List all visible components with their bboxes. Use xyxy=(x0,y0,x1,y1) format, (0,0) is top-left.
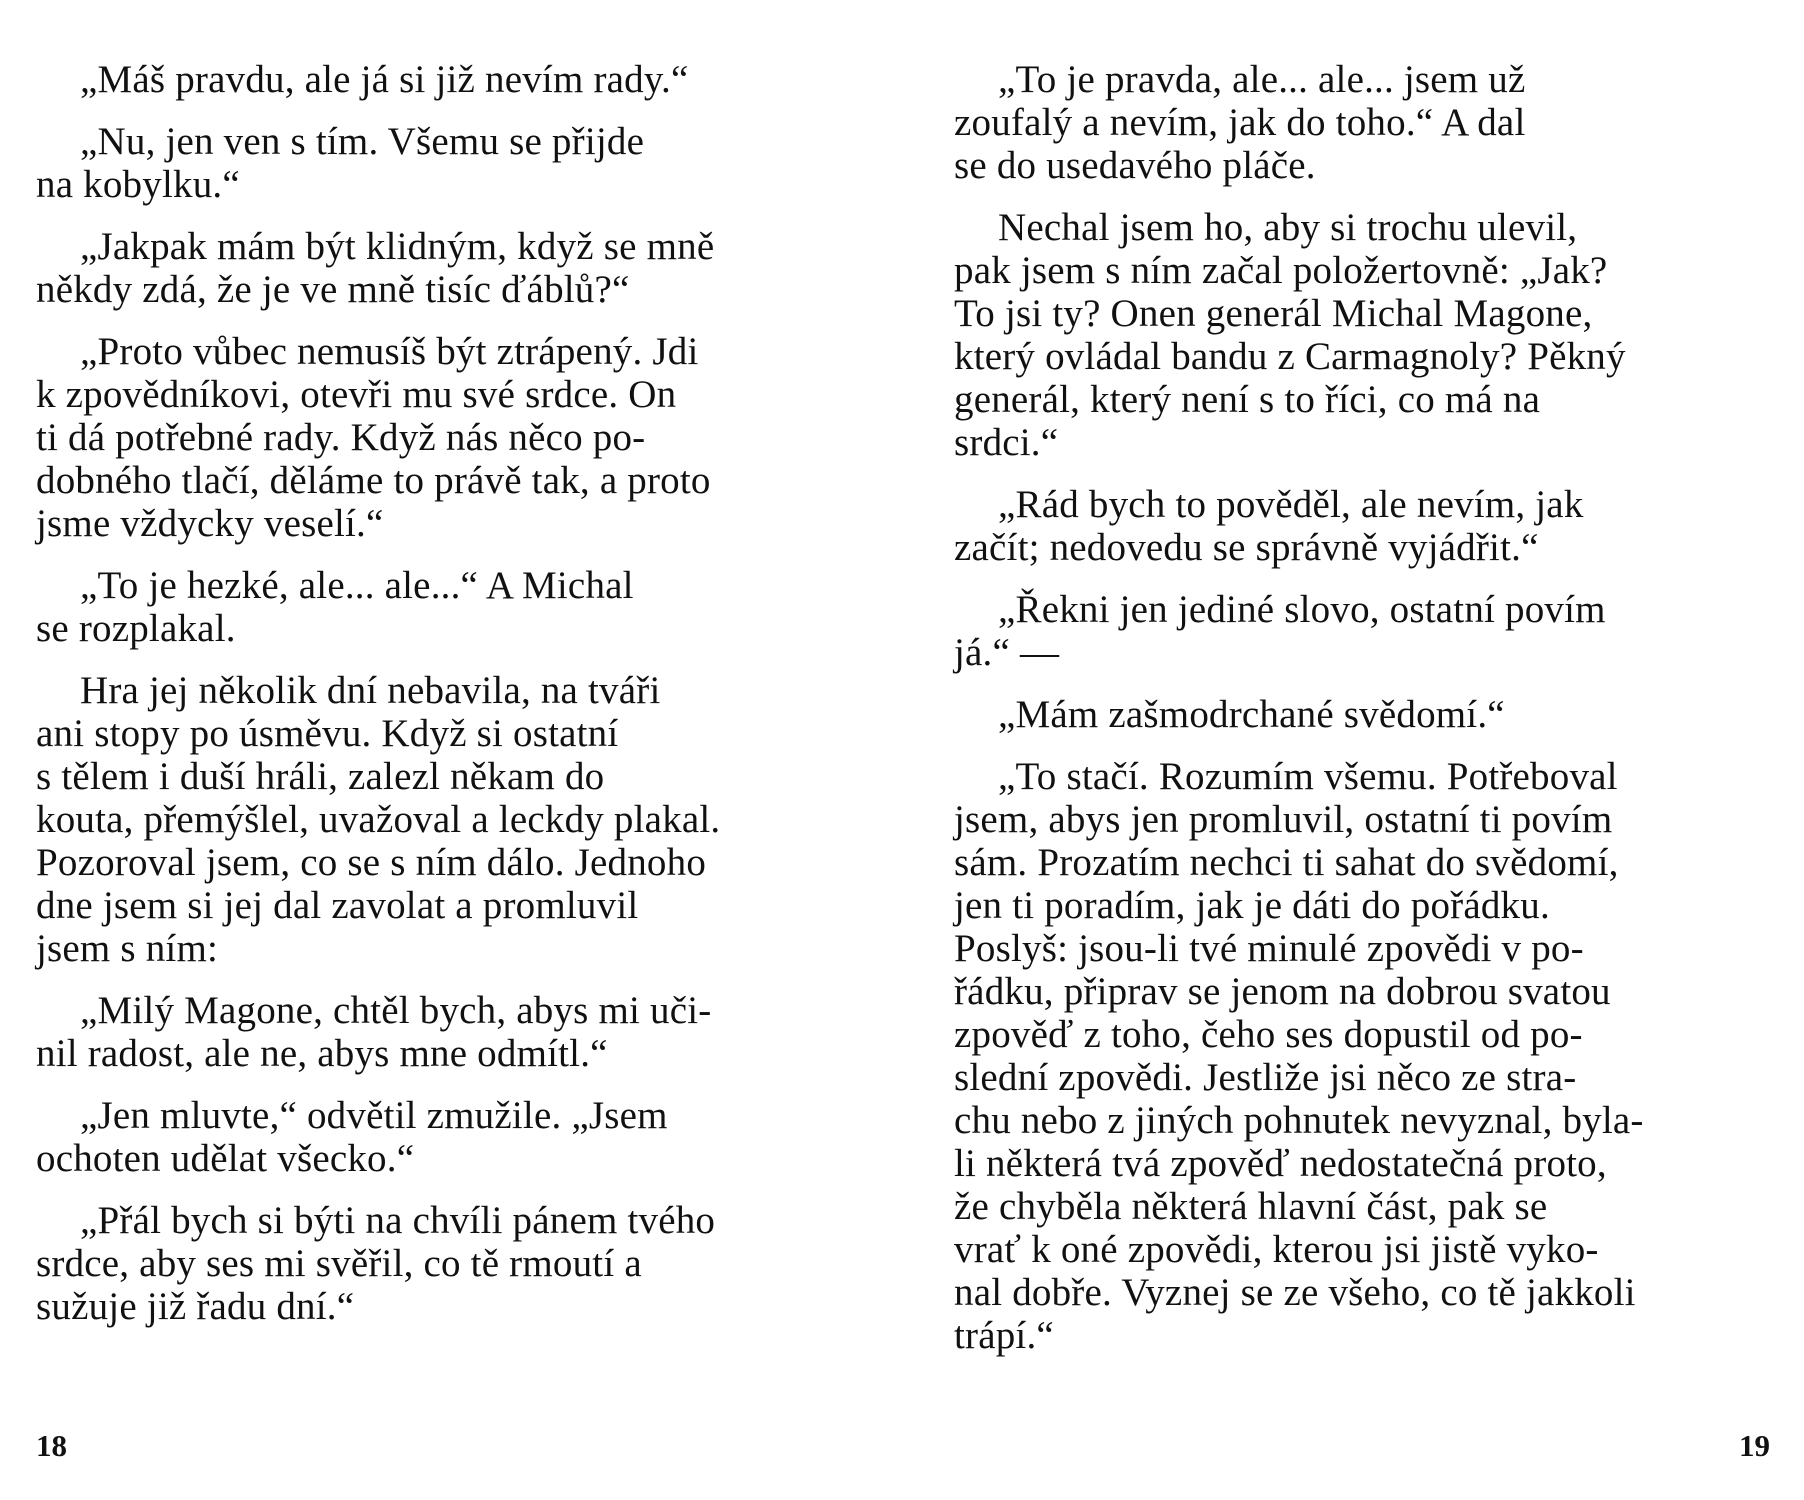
paragraph: „Přál bych si býti na chvíli pánem tvého srdce, aby ses mi svěřil, co tě rmoutí a sužuje již řadu dní.“ xyxy=(36,1199,716,1328)
paragraph: „Jakpak mám být klidným, když se mně někdy zdá, že je ve mně tisíc ďáblů?“ xyxy=(36,225,715,311)
paragraph: „Rád bych to pověděl, ale nevím, jak začít; nedovedu se správně vyjádřit.“ xyxy=(954,483,1584,569)
paragraph: „Milý Magone, chtěl bych, abys mi uči- nil radost, ale ne, abys mne odmítl.“ xyxy=(36,989,712,1075)
right-page-text xyxy=(954,58,1788,1376)
paragraph: Nechal jsem ho, aby si trochu ulevil, pak jsem s ním začal položertovně: „Jak? To jsi ty? Onen generál Michal Magone, který ovládal bandu z Carmagnoly? Pěkný generál, který není s to říci, co má na srdci.“ xyxy=(954,206,1626,464)
right-page xyxy=(902,0,1804,1500)
paragraph: „To je hezké, ale... ale...“ A Michal se rozplakal. xyxy=(36,564,634,650)
paragraph: „Mám zašmodrchané svědomí.“ xyxy=(998,693,1505,736)
paragraph: „Řekni jen jediné slovo, ostatní povím já.“ — xyxy=(954,588,1606,674)
page-number: 19 xyxy=(1739,1428,1770,1463)
paragraph: „Jen mluvte,“ odvětil zmužile. „Jsem ochoten udělat všecko.“ xyxy=(36,1094,668,1180)
paragraph: „Máš pravdu, ale já si již nevím rady.“ xyxy=(80,58,689,101)
left-page-text xyxy=(36,58,864,1347)
paragraph: „Proto vůbec nemusíš být ztrápený. Jdi k zpovědníkovi, otevři mu své srdce. On ti dá potřebné rady. Když nás něco po- dobného tlačí, děláme to právě tak, a proto jsme vždycky veselí.“ xyxy=(36,330,711,545)
paragraph: „To stačí. Rozumím všemu. Potřeboval jsem, abys jen promluvil, ostatní ti povím sám. Prozatím nechci ti sahat do svědomí, jen ti poradím, jak je dáti do pořádku. Poslyš: jsou-li tvé minulé zpovědi v po- řádku, připrav se jenom na dobrou svatou zpověď z toho, čeho ses dopustil od po- slední zpovědi. Jestliže jsi něco ze stra- chu nebo z jiných pohnutek nevyznal, byla- li některá tvá zpověď nedostatečná proto, že chyběla některá hlavní část, pak se vrať k oné zpovědi, kterou jsi jistě vyko- nal dobře. Vyznej se ze všeho, co tě jakkoli trápí.“ xyxy=(954,755,1644,1357)
paragraph: „Nu, jen ven s tím. Všemu se přijde na kobylku.“ xyxy=(36,120,645,206)
page-number: 18 xyxy=(36,1428,67,1463)
paragraph: Hra jej několik dní nebavila, na tváři ani stopy po úsměvu. Když si ostatní s tělem i duší hráli, zalezl někam do kouta, přemýšlel, uvažoval a leckdy plakal. Pozoroval jsem, co se s ním dálo. Jednoho dne jsem si jej dal zavolat a promluvil jsem s ním: xyxy=(36,669,721,970)
paragraph: „To je pravda, ale... ale... jsem už zoufalý a nevím, jak do toho.“ A dal se do usedavého pláče. xyxy=(954,58,1526,187)
